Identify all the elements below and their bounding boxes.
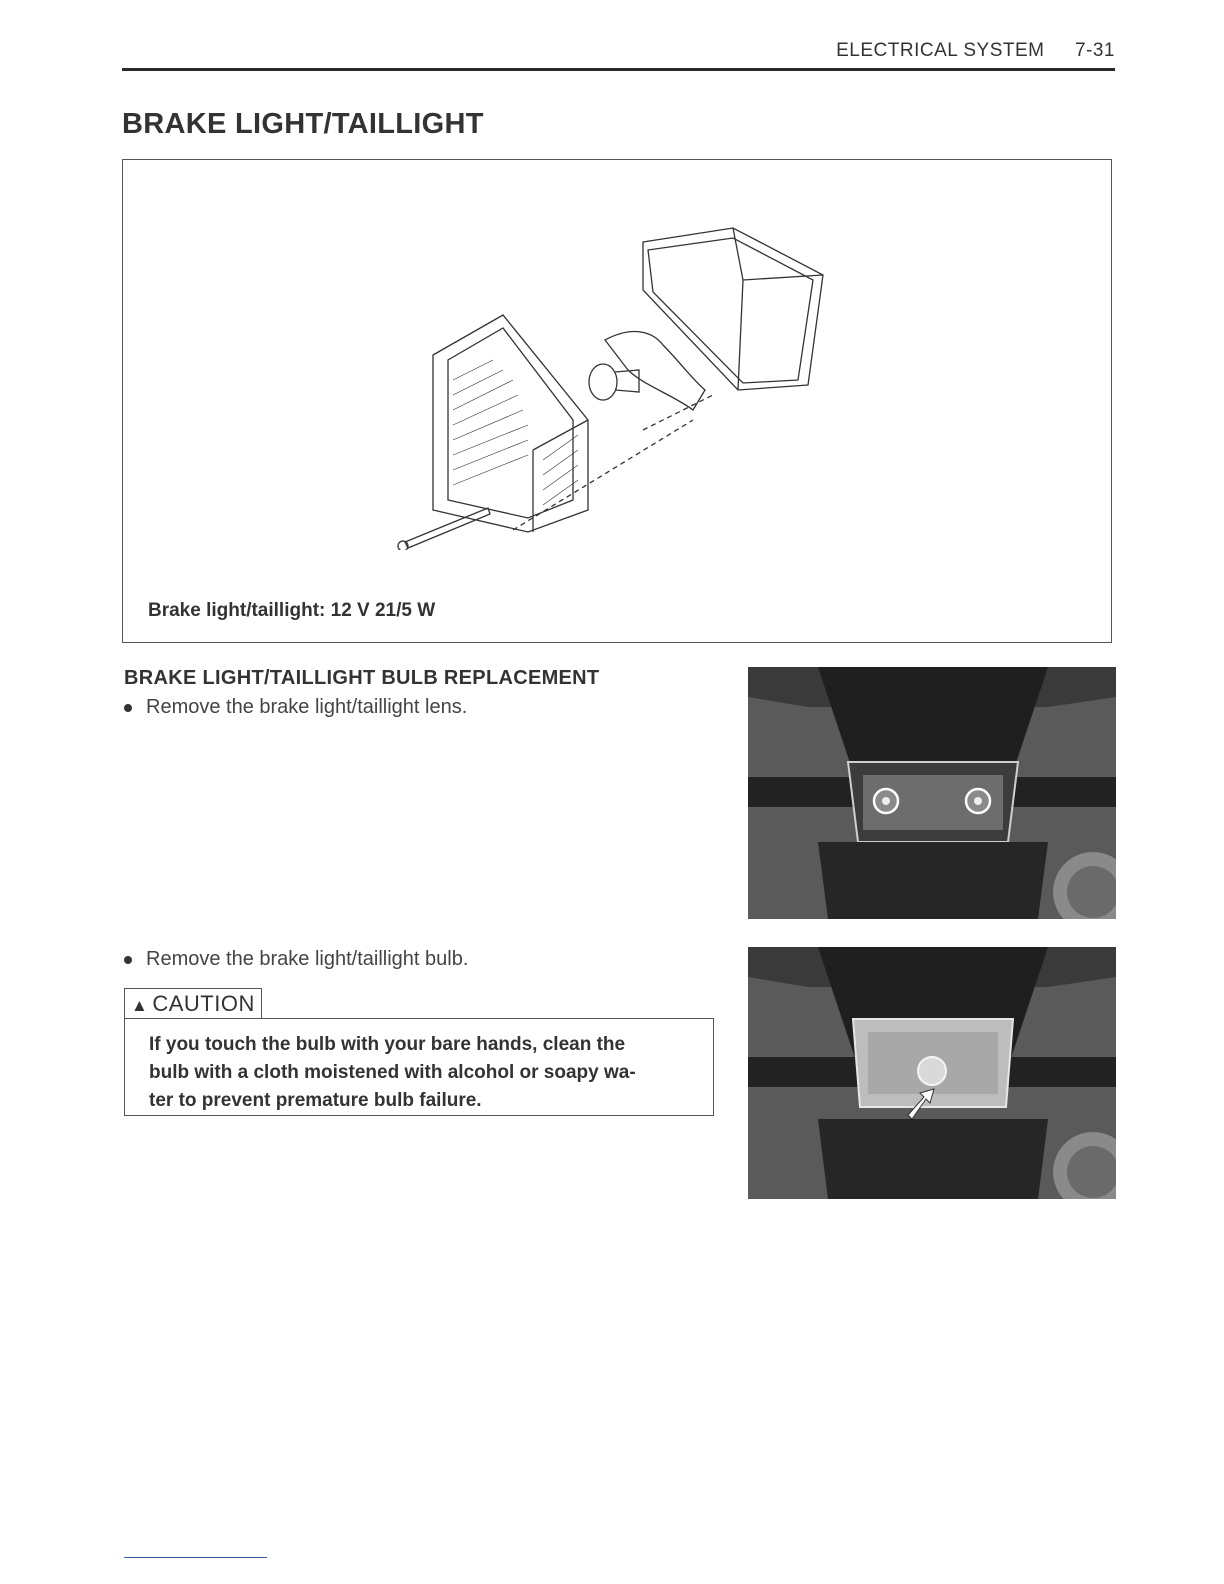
- bullet-icon: [124, 956, 132, 964]
- step-remove-lens: [124, 696, 467, 719]
- section-heading: BRAKE LIGHT/TAILLIGHT BULB REPLACEMENT: [124, 667, 600, 689]
- caution-label: [124, 988, 262, 1018]
- lens-screw: [398, 508, 490, 550]
- photo-lens-screws: [748, 667, 1116, 919]
- page-number: 7-31: [1074, 40, 1115, 61]
- exploded-view-figure: [122, 159, 1112, 643]
- step-text: Remove the brake light/taillight bulb.: [146, 948, 469, 970]
- page-title: BRAKE LIGHT/TAILLIGHT: [122, 108, 484, 140]
- caution-line: If you touch the bulb with your bare hands, clean the: [149, 1034, 626, 1055]
- warning-triangle-icon: ▲: [131, 996, 149, 1015]
- taillight-lens: [433, 315, 588, 532]
- photo-bulb-location: [748, 947, 1116, 1199]
- caution-box: [124, 1018, 714, 1116]
- step-text: Remove the brake light/taillight lens.: [146, 696, 468, 718]
- bullet-icon: [124, 704, 132, 712]
- taillight-housing: [643, 228, 823, 390]
- taillight-exploded-diagram: [393, 220, 973, 550]
- caution-line: ter to prevent premature bulb failure.: [149, 1090, 482, 1111]
- running-header: [122, 40, 1115, 71]
- step-remove-bulb: [124, 948, 468, 971]
- bulb-spec: Brake light/taillight: 12 V 21/5 W: [148, 600, 436, 621]
- section-name: ELECTRICAL SYSTEM: [836, 40, 1045, 61]
- gasket: [605, 332, 705, 410]
- caution-label-text: CAUTION: [152, 991, 255, 1016]
- footer-rule: [124, 1557, 267, 1558]
- bulb: [589, 364, 639, 400]
- caution-line: bulb with a cloth moistened with alcohol or soapy wa-: [149, 1062, 636, 1083]
